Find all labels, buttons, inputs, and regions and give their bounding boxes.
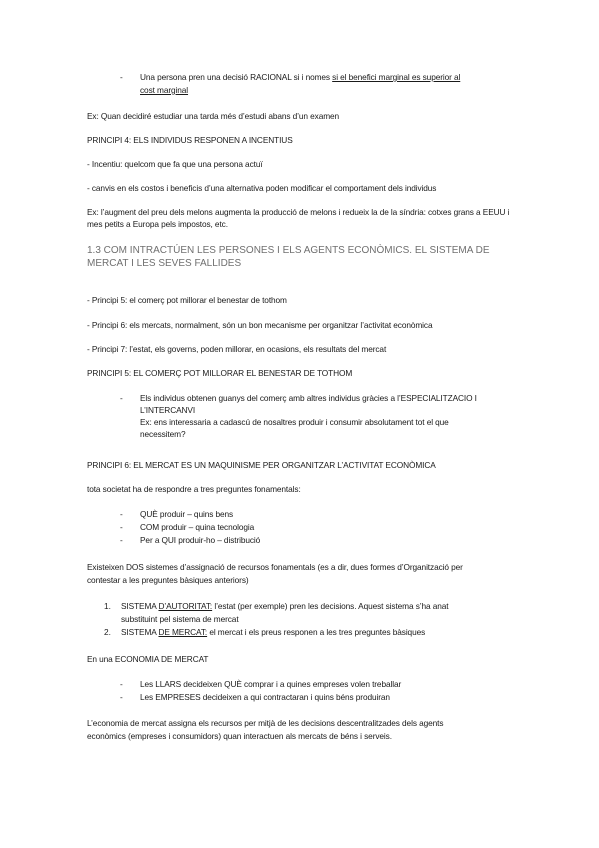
sistema-mercat-line1	[121, 626, 425, 638]
example-melons-paragraph: Ex: l’augment del preu dels melons augmenta la producció de melons i redueix la de la síndria: cotxes grans a EEUU i mes petits a Europa pels impostos, etc.	[87, 207, 510, 229]
sistema-autoritat-text: l’estat (per exemple) pren les decisions. Aquest sistema s’ha anat	[212, 601, 449, 611]
bullet-dash: -	[120, 522, 123, 532]
racional-text: Una persona pren una decisió RACIONAL si i nomes	[140, 72, 333, 82]
llars-bullet: Les LLARS decideixen QUÈ comprar i a quines empreses volen treballar	[140, 679, 402, 689]
conclusio-line2: econòmics (empreses i consumidors) quan interactuen als mercats de béns i serveis.	[87, 731, 392, 741]
principi7-list-item: - Principi 7: l’estat, els governs, poden millorar, en ocasions, els resultats del mercat	[87, 344, 387, 354]
section-heading: 1.3 COM INTRACTÚEN LES PERSONES I ELS AGENTS ECONÒMICS. EL SISTEMA DE MERCAT I LES SEVES FALLIDES	[87, 245, 490, 269]
principi4-heading: PRINCIPI 4: ELS INDIVIDUS RESPONEN A INCENTIUS	[87, 135, 293, 145]
canvis-paragraph: - canvis en els costos i beneficis d’una alternativa poden modificar el comportament dels individus	[87, 183, 437, 193]
sistema-autoritat-line2: substituint pel sistema de mercat	[121, 614, 239, 624]
principi5-heading: PRINCIPI 5: EL COMERÇ POT MILLORAR EL BENESTAR DE TOTHOM	[87, 368, 353, 378]
conclusio-line1: L’economia de mercat assigna els recursos per mitjà de les decisions descentralitzades dels agents	[87, 718, 444, 728]
pregunta-com: COM produir – quina tecnologia	[140, 522, 255, 532]
sistema-mercat-label: DE MERCAT:	[158, 627, 208, 637]
empreses-bullet: Les EMPRESES decideixen a qui contractaran i quins béns produiran	[140, 692, 390, 702]
incentiu-definition: - Incentiu: quelcom que fa que una persona actuï	[87, 159, 263, 169]
list-number: 1.	[104, 601, 111, 611]
list-number: 2.	[104, 627, 111, 637]
sistema-label: SISTEMA	[121, 601, 159, 611]
existeixen-line2: contestar a les preguntes bàsiques anteriors)	[87, 575, 249, 585]
principi6-list-item: - Principi 6: els mercats, normalment, són un bon mecanisme per organitzar l’activitat econòmica	[87, 320, 433, 330]
sistema-mercat-text: el mercat i els preus responen a les tres preguntes bàsiques	[207, 627, 426, 637]
principi5-bullet-line2: L’INTERCANVI	[140, 405, 196, 415]
bullet-dash: -	[120, 679, 123, 689]
principi5-bullet-line4: necessitem?	[140, 429, 186, 439]
sistema-label: SISTEMA	[121, 627, 159, 637]
pregunta-que: QUÈ produir – quins bens	[140, 509, 234, 519]
sistema-autoritat-line1	[121, 600, 448, 612]
principi6-heading: PRINCIPI 6: EL MERCAT ES UN MAQUINISME PER ORGANITZAR L’ACTIVITAT ECONÒMICA	[87, 460, 436, 470]
principi5-list-item: - Principi 5: el comerç pot millorar el benestar de tothom	[87, 295, 287, 305]
tota-societat-paragraph: tota societat ha de respondre a tres preguntes fonamentals:	[87, 484, 301, 494]
example-paragraph: Ex: Quan decidiré estudiar una tarda més d’estudi abans d’un examen	[87, 111, 340, 121]
bullet-dash: -	[120, 692, 123, 702]
pregunta-qui: Per a QUI produir-ho – distribució	[140, 535, 261, 545]
bullet-dash: -	[120, 393, 123, 403]
existeixen-line1: Existeixen DOS sistemes d’assignació de recursos fonamentals (es a dir, dues formes d’Organització per	[87, 562, 463, 572]
bullet-dash: -	[120, 535, 123, 545]
principi5-bullet-line3: Ex: ens interessaria a cadascú de nosaltres produir i consumir absolutament tot el que	[140, 417, 449, 427]
racional-bullet-line2: cost marginal	[140, 85, 189, 95]
racional-bullet-line1	[140, 71, 460, 83]
bullet-dash: -	[120, 72, 123, 82]
racional-underlined-text: si el benefici marginal es superior al	[332, 72, 461, 82]
economia-mercat-heading: En una ECONOMIA DE MERCAT	[87, 654, 209, 664]
sistema-autoritat-label: D’AUTORITAT:	[158, 601, 213, 611]
principi5-bullet-line1: Els individus obtenen guanys del comerç amb altres individus gràcies a l’ESPECIALITZACIO I	[140, 393, 477, 403]
bullet-dash: -	[120, 509, 123, 519]
